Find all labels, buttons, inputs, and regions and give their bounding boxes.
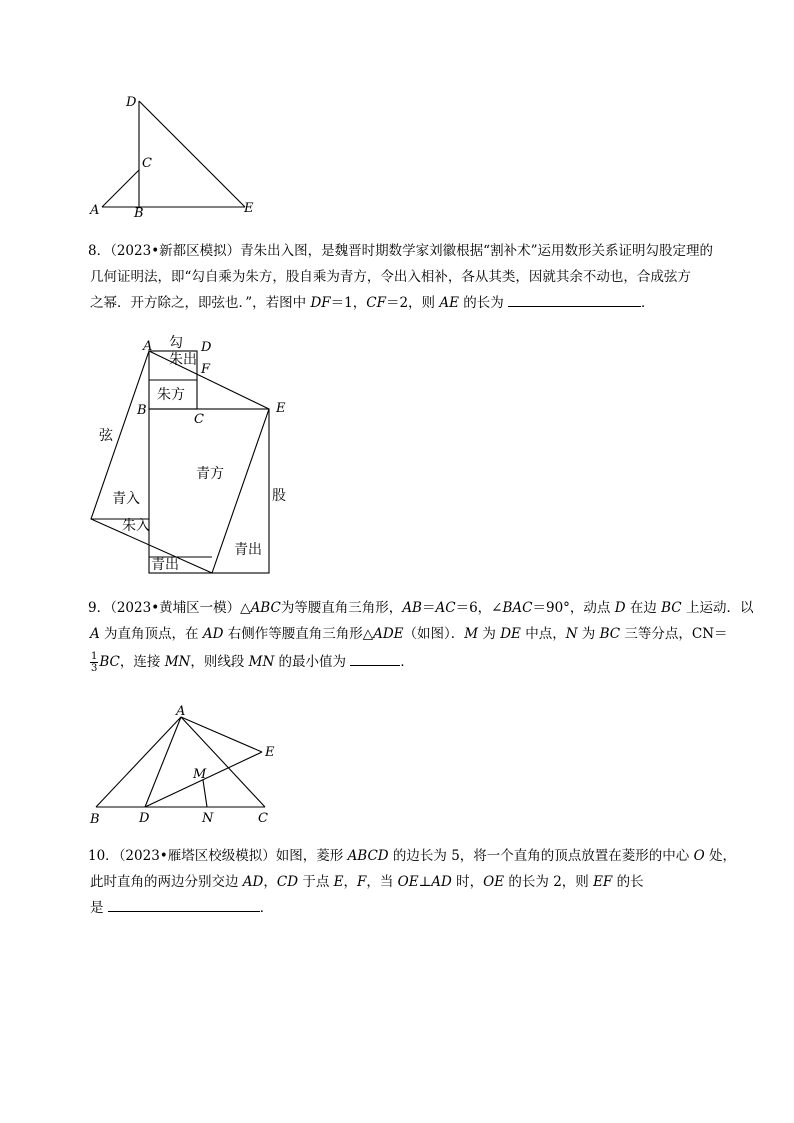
region-zhufang: 朱方 [157, 387, 185, 403]
question-source: （2023•黄埔区一模） [110, 600, 241, 616]
math-var: DF [310, 295, 331, 311]
question-text: 的最小值为 [274, 654, 351, 670]
question-number: 9． [88, 600, 111, 616]
region-qingchu-right: 青出 [234, 542, 262, 558]
region-gu: 股 [272, 488, 286, 504]
question-text: ＝90°，动点 [532, 600, 615, 616]
question-text: ， [263, 874, 277, 890]
label-C: C [194, 412, 204, 427]
math-var: M [464, 626, 479, 642]
question-text: 为等腰直角三角形， [280, 600, 403, 616]
math-var: ADE [373, 626, 404, 642]
question-text: （如图）． [403, 626, 465, 642]
answer-blank[interactable] [108, 897, 260, 912]
question-text: 的边长为 5，将一个直角的顶点放置在菱形的中心 [388, 848, 694, 864]
math-var: CF [366, 295, 386, 311]
label-N: N [202, 811, 214, 826]
fraction-denominator: 3 [91, 663, 98, 674]
segment-DE [139, 101, 245, 207]
question-text: 上运动．以 [681, 600, 754, 616]
region-gou: 勾 [169, 335, 183, 351]
question-text: 在边 [625, 600, 662, 616]
math-var: AD [431, 874, 452, 890]
question-text: 的长为 2，则 [504, 874, 594, 890]
region-zhuru: 朱入 [122, 518, 150, 534]
math-var: AE [439, 295, 459, 311]
fraction-numerator: 1 [91, 651, 98, 662]
figure-1-diagram [80, 85, 270, 225]
math-var: N [565, 626, 578, 642]
question-text: 是 [90, 900, 108, 916]
segment-AB [96, 717, 181, 807]
question-text: ， [343, 874, 357, 890]
math-var: BC [599, 626, 621, 642]
xianfang-square [91, 351, 269, 573]
segment-AC [102, 170, 139, 207]
question-text: 为 [577, 626, 600, 642]
region-xian: 弦 [99, 428, 113, 444]
segment-AD [145, 717, 181, 807]
question-text: ＝6，∠ [455, 600, 503, 616]
question-text: 为 [478, 626, 501, 642]
math-var: DE [500, 626, 521, 642]
label-B: B [134, 206, 144, 221]
question-text: ，则线段 [190, 654, 249, 670]
math-var: BAC [502, 600, 533, 616]
question-text: ＝ [421, 600, 436, 616]
question-text: 中点， [520, 626, 566, 642]
question-text: 的长 [612, 874, 644, 890]
question-text: 三等分点，CN＝ [620, 626, 728, 642]
math-var: A [90, 626, 100, 642]
region-qingru: 青入 [112, 491, 140, 507]
question-text: 处， [704, 848, 736, 864]
label-D: D [201, 340, 212, 355]
math-var: E [333, 874, 344, 890]
question-text: ． [641, 295, 655, 311]
math-var: OE [483, 874, 505, 890]
question-number: 10． [88, 848, 119, 864]
math-var: MN [164, 654, 191, 670]
question-source: （2023•新都区模拟） [110, 243, 241, 259]
question-text: 如图，菱形 [275, 848, 348, 864]
question-9 [88, 595, 754, 675]
question-text: △ [240, 600, 251, 616]
figure-3-diagram [85, 700, 285, 830]
question-text: ＝2，则 [385, 295, 440, 311]
question-text: 此时直角的两边分别交边 [90, 874, 243, 890]
label-A: A [90, 203, 100, 218]
answer-blank[interactable] [350, 651, 400, 666]
label-A: A [143, 339, 153, 354]
region-qingfang: 青方 [196, 466, 224, 482]
question-text: 青朱出入图，是魏晋时期数学家刘徽根据“割补术”运用数形关系证明勾股定理的 [240, 243, 713, 259]
math-var: EF [593, 874, 613, 890]
math-var: AC [435, 600, 456, 616]
question-source: （2023•雁塔区校级模拟） [118, 848, 276, 864]
math-var: D [614, 600, 626, 616]
question-text: 于点 [298, 874, 334, 890]
label-E: E [244, 201, 254, 216]
label-C: C [142, 156, 152, 171]
label-D: D [126, 95, 137, 110]
question-text: 右侧作等腰直角三角形△ [223, 626, 374, 642]
math-var: AB [402, 600, 422, 616]
region-qingchu-left: 青出 [151, 557, 179, 573]
label-F: F [201, 362, 211, 377]
figure-2-qingzhu-diagram [85, 330, 285, 580]
question-text: ，当 [366, 874, 398, 890]
question-8 [90, 238, 720, 316]
fraction-one-third [90, 651, 98, 674]
math-var: ABC [250, 600, 281, 616]
segment-AE [181, 717, 262, 752]
question-text: ，连接 [119, 654, 165, 670]
question-text: 时， [451, 874, 484, 890]
label-E: E [276, 401, 286, 416]
math-var: F [356, 874, 367, 890]
label-M: M [193, 767, 207, 782]
region-zhuchu: 朱出 [169, 352, 197, 368]
math-var: AD [242, 874, 264, 890]
question-text: ． [400, 654, 414, 670]
math-var: O [693, 848, 705, 864]
question-text: ＝1， [330, 295, 367, 311]
math-var: ABCD [347, 848, 389, 864]
answer-blank[interactable] [508, 292, 641, 307]
math-var: BC [661, 600, 682, 616]
math-var: CD [276, 874, 299, 890]
label-C: C [258, 811, 268, 826]
label-B: B [137, 403, 147, 418]
question-text: 几何证明法，即“勾自乘为朱方，股自乘为青方，令出入相补，各从其类，因就其余不动也，合成弦方 [90, 269, 691, 285]
math-var: AD [202, 626, 224, 642]
question-text: ⊥ [418, 874, 432, 890]
label-A: A [176, 704, 186, 719]
math-var: MN [248, 654, 275, 670]
question-text: 为直角顶点，在 [99, 626, 203, 642]
question-10 [88, 843, 736, 921]
label-E: E [265, 745, 275, 760]
label-B: B [90, 812, 100, 827]
segment-MN [203, 780, 207, 807]
segment-AC [181, 717, 265, 807]
math-var: BC [99, 654, 120, 670]
question-text: 的长为 [458, 295, 509, 311]
math-var: OE [397, 874, 419, 890]
label-D: D [139, 811, 150, 826]
question-number: 8． [88, 243, 111, 259]
question-text: ． [259, 900, 274, 916]
question-text: 之幂．开方除之，即弦也．”，若图中 [90, 295, 311, 311]
